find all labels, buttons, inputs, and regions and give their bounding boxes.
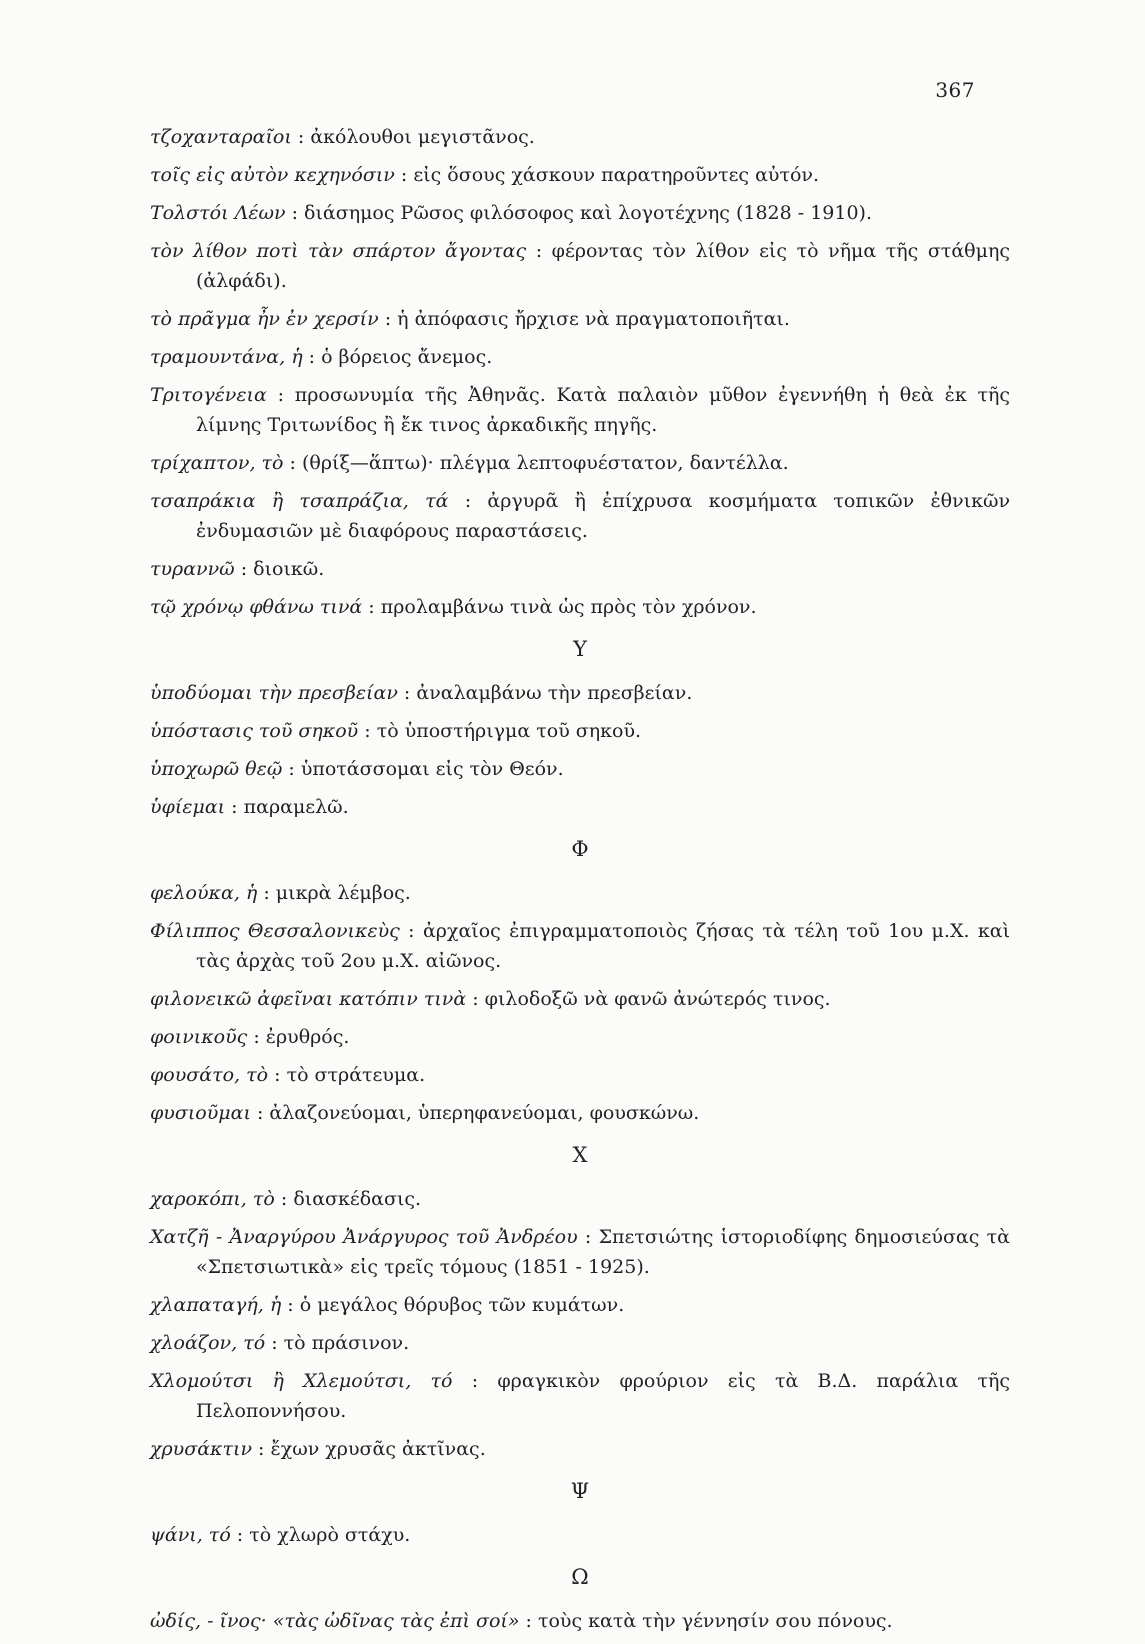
entry-separator: : <box>526 240 552 262</box>
entry-separator: : <box>448 490 488 512</box>
entry-separator: : <box>247 1026 266 1048</box>
section-letter: Ψ <box>570 1479 590 1503</box>
glossary-entry <box>150 1222 1010 1282</box>
glossary-entry <box>150 448 1010 478</box>
glossary-entry <box>150 1606 1010 1636</box>
entry-separator: : <box>577 1226 599 1248</box>
entry-separator: : <box>285 202 305 224</box>
glossary-entry <box>150 198 1010 228</box>
glossary-entry <box>150 1098 1010 1128</box>
entry-headword: ὑποχωρῶ θεῷ <box>150 758 283 780</box>
glossary-entry <box>150 1060 1010 1090</box>
glossary-entry <box>150 754 1010 784</box>
section-letter: Ω <box>571 1565 589 1589</box>
glossary-entry <box>150 486 1010 546</box>
entry-definition: ἡ ἀπόφασις ἤρχισε νὰ πραγματοποιῆται. <box>397 308 790 330</box>
entry-separator: : <box>257 882 276 904</box>
entry-separator: : <box>281 1294 300 1316</box>
entry-headword: τσαπράκια ἢ τσαπράζια, τά <box>150 490 449 512</box>
entry-separator: : <box>358 720 377 742</box>
entry-headword: Τριτογένεια <box>150 384 267 406</box>
glossary-entry <box>150 1022 1010 1052</box>
entry-headword: τὸ πρᾶγμα ἦν ἐν χερσίν <box>150 308 379 330</box>
entry-separator: : <box>265 1332 284 1354</box>
page-number: 367 <box>935 78 975 102</box>
glossary-entry <box>150 1184 1010 1214</box>
entry-headword: ψάνι, τό <box>150 1524 231 1546</box>
entry-separator: : <box>378 308 398 330</box>
entry-separator: : <box>282 758 301 780</box>
section-letter: Υ <box>573 637 587 661</box>
entry-definition: εἰς ὅσους χάσκουν παρατηροῦντες αὐτόν. <box>413 164 820 186</box>
glossary-entry <box>150 122 1010 152</box>
entry-separator: : <box>252 1438 271 1460</box>
glossary-entries <box>150 122 1010 1644</box>
glossary-entry <box>150 160 1010 190</box>
entry-definition: προσωνυμία τῆς Ἀθηνᾶς. Κατὰ παλαιὸν μῦθον ἐγεννήθη ἡ θεὰ ἐκ τῆς λίμνης Τριτωνίδος ἢ ἔκ τινος ἀρκαδικῆς πηγῆς. <box>196 384 1010 436</box>
entry-definition: μικρὰ λέμβος. <box>275 882 411 904</box>
entry-definition: τὸ ὑποστήριγμα τοῦ σηκοῦ. <box>376 720 642 742</box>
entry-headword: χαροκόπι, τὸ <box>150 1188 275 1210</box>
entry-separator: : <box>234 558 254 580</box>
entry-definition: φιλοδοξῶ νὰ φανῶ ἀνώτερός τινος. <box>484 988 831 1010</box>
entry-headword: Φίλιππος Θεσσαλονικεὺς <box>150 920 400 942</box>
entry-headword: τῷ χρόνῳ φθάνω τινά <box>150 596 363 618</box>
entry-headword: τοῖς εἰς αὐτὸν κεχηνόσιν <box>150 164 395 186</box>
entry-definition: ὑποτάσσομαι εἰς τὸν Θεόν. <box>300 758 564 780</box>
entry-definition: τὸ χλωρὸ στάχυ. <box>249 1524 411 1546</box>
glossary-entry <box>150 554 1010 584</box>
glossary-entry <box>150 878 1010 908</box>
entry-definition: ἔχων χρυσᾶς ἀκτῖνας. <box>270 1438 486 1460</box>
entry-separator: : <box>394 164 414 186</box>
entry-separator: : <box>274 1188 294 1210</box>
entry-headword: φυσιοῦμαι <box>150 1102 251 1124</box>
entry-definition: τὸ πράσινον. <box>283 1332 410 1354</box>
entry-separator: : <box>466 988 485 1010</box>
glossary-entry <box>150 984 1010 1014</box>
entry-separator: : <box>397 682 417 704</box>
entry-definition: ἀλαζονεύομαι, ὑπερηφανεύομαι, φουσκώνω. <box>269 1102 700 1124</box>
entry-definition: ὁ μεγάλος θόρυβος τῶν κυμάτων. <box>299 1294 625 1316</box>
entry-headword: τυραννῶ <box>150 558 235 580</box>
entry-headword: χλοάζον, τό <box>150 1332 266 1354</box>
entry-definition: ἐρυθρός. <box>265 1026 350 1048</box>
entry-definition: τοὺς κατὰ τὴν γέννησίν σου πόνους. <box>537 1610 893 1632</box>
entry-separator: : <box>291 126 311 148</box>
entry-headword: ὑφίεμαι <box>150 796 226 818</box>
entry-definition: (θρίξ—ἅπτω)· πλέγμα λεπτοφυέστατον, δαντέλλα. <box>301 452 789 474</box>
entry-headword: χρυσάκτιν <box>150 1438 253 1460</box>
entry-headword: φοινικοῦς <box>150 1026 248 1048</box>
entry-definition: διοικῶ. <box>253 558 325 580</box>
entry-separator: : <box>268 1064 287 1086</box>
entry-headword: φουσάτο, τὸ <box>150 1064 269 1086</box>
glossary-entry <box>150 678 1010 708</box>
entry-headword: τρίχαπτον, τὸ <box>150 452 284 474</box>
entry-definition: φέροντας τὸν λίθον εἰς τὸ νῆμα τῆς στάθμης (ἀλφάδι). <box>196 240 1010 292</box>
section-letter: Χ <box>572 1143 588 1167</box>
glossary-entry <box>150 342 1010 372</box>
entry-separator: : <box>519 1610 538 1632</box>
glossary-entry <box>150 1328 1010 1358</box>
glossary-entry <box>150 304 1010 334</box>
entry-headword: χλαπαταγή, ἡ <box>150 1294 282 1316</box>
glossary-entry <box>150 592 1010 622</box>
entry-separator: : <box>230 1524 250 1546</box>
glossary-entry <box>150 792 1010 822</box>
entry-definition: ἀρχαῖος ἐπιγραμματοποιὸς ζήσας τὰ τέλη τοῦ 1ου μ.Χ. καὶ τὰς ἀρχὰς τοῦ 2ου μ.Χ. αἰῶνος. <box>196 920 1011 972</box>
entry-separator: : <box>452 1370 498 1392</box>
entry-headword: τὸν λίθον ποτὶ τὰν σπάρτον ἄγοντας <box>150 240 527 262</box>
entry-separator: : <box>302 346 322 368</box>
entry-headword: ὠδίς, - ῖνος· «τὰς ὠδῖνας τὰς ἐπὶ σοί» <box>150 1610 520 1632</box>
glossary-entry <box>150 716 1010 746</box>
entry-headword: ὑποδύομαι τὴν πρεσβείαν <box>150 682 398 704</box>
entry-separator: : <box>283 452 302 474</box>
entry-headword: Τολστόι Λέων <box>150 202 286 224</box>
glossary-entry <box>150 1520 1010 1550</box>
entry-definition: διάσημος Ρῶσος φιλόσοφος καὶ λογοτέχνης (1828 - 1910). <box>304 202 873 224</box>
glossary-entry <box>150 380 1010 440</box>
entry-definition: τὸ στράτευμα. <box>286 1064 426 1086</box>
glossary-entry <box>150 916 1010 976</box>
glossary-entry <box>150 236 1010 296</box>
entry-headword: Χατζῆ - Ἀναργύρου Ἀνάργυρος τοῦ Ἀνδρέου <box>150 1226 578 1248</box>
entry-definition: διασκέδασις. <box>293 1188 422 1210</box>
entry-definition: ὁ βόρειος ἄνεμος. <box>321 346 493 368</box>
entry-separator: : <box>250 1102 270 1124</box>
glossary-entry <box>150 1366 1010 1426</box>
entry-definition: ἀκόλουθοι μεγιστᾶνος. <box>310 126 535 148</box>
entry-separator: : <box>266 384 295 406</box>
entry-headword: τζοχανταραῖοι <box>150 126 292 148</box>
section-letter: Φ <box>571 837 589 861</box>
entry-headword: ὑπόστασις τοῦ σηκοῦ <box>150 720 359 742</box>
entry-definition: προλαμβάνω τινὰ ὡς πρὸς τὸν χρόνον. <box>380 596 757 618</box>
entry-separator: : <box>399 920 423 942</box>
entry-headword: φελούκα, ἡ <box>150 882 258 904</box>
entry-separator: : <box>225 796 244 818</box>
glossary-entry <box>150 1290 1010 1320</box>
entry-definition: παραμελῶ. <box>243 796 349 818</box>
entry-headword: φιλονεικῶ ἀφεῖναι κατόπιν τινὰ <box>150 988 467 1010</box>
glossary-entry <box>150 1434 1010 1464</box>
entry-definition: ἀργυρᾶ ἢ ἐπίχρυσα κοσμήματα τοπικῶν ἐθνικῶν ἐνδυμασιῶν μὲ διαφόρους παραστάσεις. <box>196 490 1010 542</box>
entry-definition: ἀναλαμβάνω τὴν πρεσβείαν. <box>416 682 693 704</box>
entry-headword: τραμουντάνα, ἡ <box>150 346 303 368</box>
entry-definition: Σπετσιώτης ἱστοριοδίφης δημοσιεύσας τὰ «Σπετσιωτικὰ» εἰς τρεῖς τόμους (1851 - 1925). <box>196 1226 1010 1278</box>
entry-headword: Χλομούτσι ἢ Χλεμούτσι, τό <box>150 1370 453 1392</box>
entry-definition: φραγκικὸν φρούριον εἰς τὰ Β.Δ. παράλια τῆς Πελοποννήσου. <box>196 1370 1010 1422</box>
entry-separator: : <box>362 596 381 618</box>
